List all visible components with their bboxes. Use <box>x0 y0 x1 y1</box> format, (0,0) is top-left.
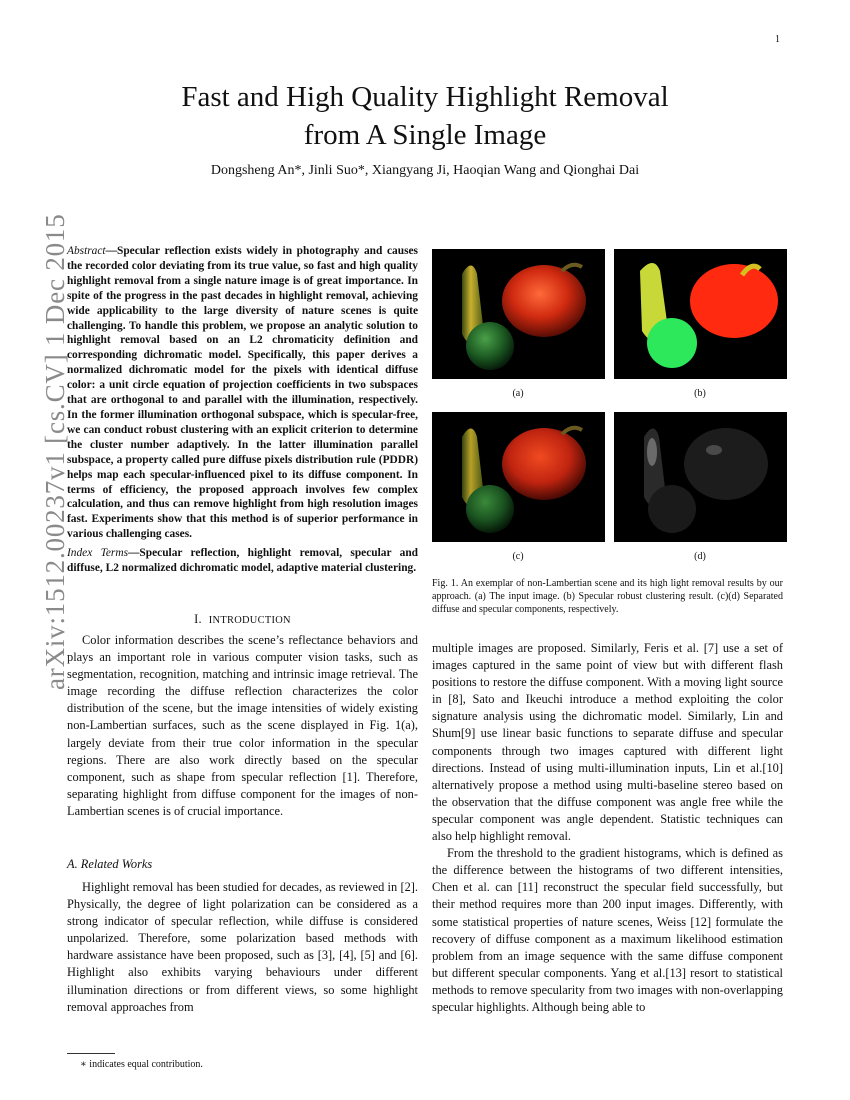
title-line-1: Fast and High Quality Highlight Removal <box>181 81 669 113</box>
index-terms <box>67 546 418 576</box>
page-number: 1 <box>775 34 780 45</box>
abstract <box>67 244 418 542</box>
intro-body <box>67 632 418 820</box>
right-column-body <box>432 640 783 1016</box>
section-number: I. <box>194 612 202 626</box>
subsection-heading: A. Related Works <box>67 857 153 871</box>
figure-image-d <box>614 412 787 542</box>
index-terms-text: —Specular reflection, highlight removal, specular and diffuse, L2 normalized dichromatic model, adaptive material clustering. <box>67 547 418 574</box>
figure-label-d: (d) <box>694 551 706 562</box>
arxiv-stamp: arXiv:1512.00237v1 [cs.CV] 1 Dec 2015 <box>40 213 70 690</box>
right-paragraph-2: From the threshold to the gradient histograms, which is defined as the difference between the histograms of two different intensities, Chen et al. can [11] reconstruct the specular field successfully, but their method requires more than 200 input images. Differently, with some statistical properties of nature scenes, Weiss [12] formulate the recovery of diffuse component as a maximum likelihood estimation problem from an image sequence with the same diffuse component but different specular components. Yang et al.[13] resort to statistical methods to remove specularity from two images with non-overlapping specular highlights. Although being able to <box>432 846 783 1014</box>
related-works-body <box>67 879 418 1016</box>
figure-label-a: (a) <box>512 388 524 399</box>
paper-title <box>100 78 750 154</box>
footnote: ∗ indicates equal contribution. <box>80 1059 203 1070</box>
right-paragraph-1: multiple images are proposed. Similarly, Feris et al. [7] use a set of images captured in the same point of view but with different flash positions to restore the diffuse component. With a moving light source in [8], Sato and Ikeuchi introduce a method exploiting the color signature analysis using the dichromatic model. Similarly, Lin and Shum[9] use linear basic functions to separate diffuse and specular components through two images captured with different light directions. Instead of using multi-illumination inputs, Lin et al.[10] alternatively propose a method using multi-baseline stereo based on the observation that the diffuse component was angle free while the specular component was angle dependent. Statistic techniques can also help highlight removal. <box>432 641 783 844</box>
footnote-rule <box>67 1053 115 1054</box>
authors: Dongsheng An*, Jinli Suo*, Xiangyang Ji, Haoqian Wang and Qionghai Dai <box>210 163 640 178</box>
figure-image-c <box>432 412 605 542</box>
title-line-2: from A Single Image <box>303 119 547 151</box>
related-paragraph: Highlight removal has been studied for decades, as reviewed in [2]. Physically, the degree of light polarization can be considered as a strong indicator of specular reflection, while diffuse is considered unpolarized. Therefore, some polarization based methods with hardware assistance have been proposed, such as [3], [4], [5] and [6]. Highlight also exhibits varying behaviours under different illumination directions or from different views, so some highlight removal approaches from <box>67 880 418 1014</box>
section-title: INTRODUCTION <box>208 615 291 626</box>
figure-label-b: (b) <box>694 388 706 399</box>
abstract-text: —Specular reflection exists widely in photography and causes the recorded color deviating from its true value, so fast and high quality highlight removal from a single nature image is of great importance. In spite of the progress in the past decades in highlight removal, achieving wide applicability to the large diversity of nature scenes is quite challenging. To handle this problem, we propose an analytic solution to highlight removal based on an L2 chromaticity definition and corresponding dichromatic model. Specifically, this paper derives a normalized dichromatic model for the pixels with identical diffuse color: a unit circle equation of projection coefficients in two subspaces that are orthogonal to and parallel with the illumination, respectively. In the former illumination orthogonal subspace, which is specular-free, we can conduct robust clustering with an explicit criterion to determine the cluster number adaptively. In the latter illumination parallel subspace, a property called pure diffuse pixels distribution rule (PDDR) helps map each specular-influenced pixel to its diffuse component. In terms of efficiency, the proposed approach involves few complex calculation, and thus can remove highlight from high resolution images fast. Experiments show that this method is of superior performance in various challenging cases. <box>67 245 418 541</box>
figure-label-c: (c) <box>512 551 524 562</box>
abstract-label: Abstract <box>67 245 106 257</box>
figure-image-b <box>614 249 787 379</box>
figure-caption: Fig. 1. An exemplar of non-Lambertian scene and its high light removal results by our approach. (a) The input image. (b) Specular robust clustering result. (c)(d) Separated diffuse and specular components, respectively. <box>432 578 783 615</box>
figure-image-a <box>432 249 605 379</box>
section-heading-introduction <box>67 612 418 627</box>
index-terms-label: Index Terms <box>67 547 129 559</box>
intro-paragraph: Color information describes the scene’s reflectance behaviors and plays an important role in various computer vision tasks, such as segmentation, recognition, matching and intrinsic image retrieval. The image recording the diffuse reflection characterizes the color distribution of the scene, but the image intensities of widely existing non-Lambertian surfaces, such as the scene displayed in Fig. 1(a), largely deviate from their true color information in the specular regions. There are also work directly based on the specular component, such as shape from specular reflection [1]. Therefore, separating highlight from diffuse component for the images of non-Lambertian scenes is of crucial importance. <box>67 633 418 818</box>
